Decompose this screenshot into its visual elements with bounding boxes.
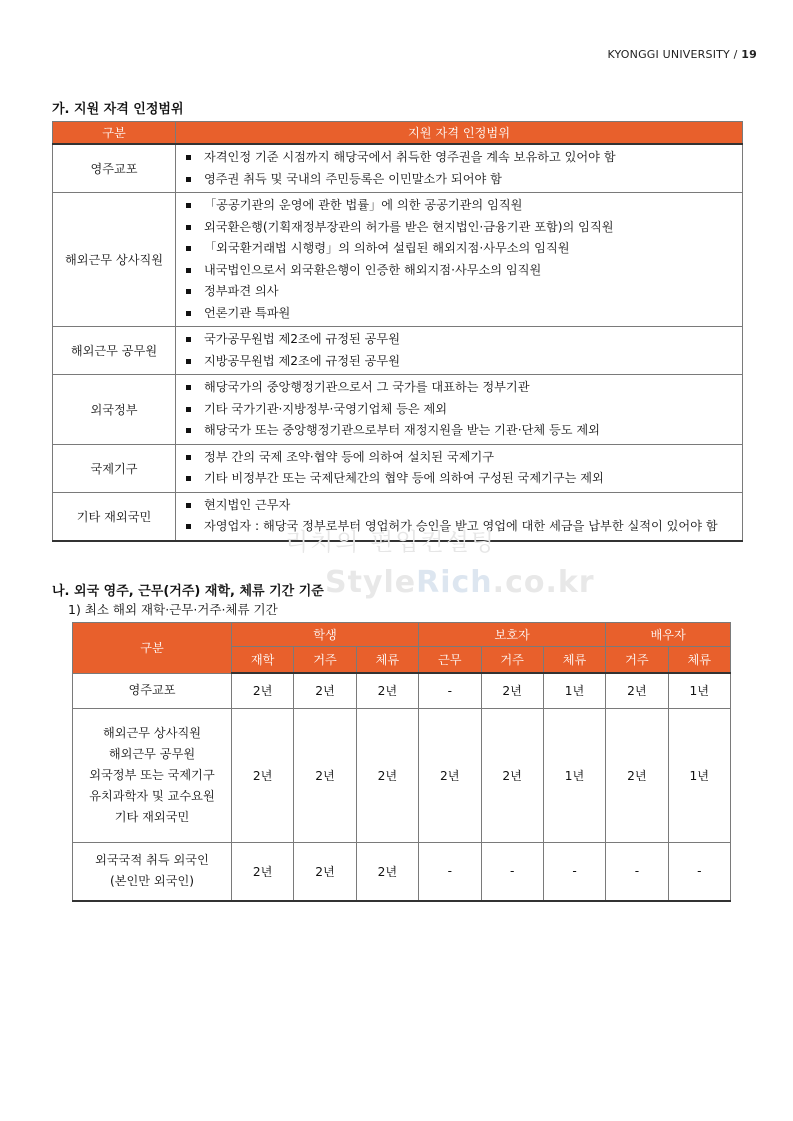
list-item: 외국환은행(기획재정부장관의 허가를 받은 현지법인·금융기관 포함)의 임직원 <box>182 217 736 239</box>
table-row <box>53 144 743 193</box>
col-header-scope: 지원 자격 인정범위 <box>176 122 743 145</box>
cell-value: 2년 <box>294 842 356 901</box>
row-category: 기타 재외국민 <box>53 492 176 541</box>
sub-header: 거주 <box>606 647 668 674</box>
cell-value: 2년 <box>356 842 418 901</box>
group-header-guardian: 보호자 <box>419 623 606 647</box>
cell-value: 2년 <box>232 708 294 842</box>
list-item: 지방공무원법 제2조에 규정된 공무원 <box>182 351 736 373</box>
list-item: 「외국환거래법 시행령」의 의하여 설립된 해외지점·사무소의 임직원 <box>182 238 736 260</box>
row-label: 해외근무 상사직원 해외근무 공무원 외국정부 또는 국제기구 유치과학자 및 교수요원 기타 재외국민 <box>73 708 232 842</box>
list-item: 정부 간의 국제 조약·협약 등에 의하여 설치된 국제기구 <box>182 447 736 469</box>
cell-value: 1년 <box>668 673 730 708</box>
table-row <box>53 327 743 375</box>
list-item: 기타 비정부간 또는 국제단체간의 협약 등에 의하여 구성된 국제기구는 제외 <box>182 468 736 490</box>
list-item: 정부파견 의사 <box>182 281 736 303</box>
page-header <box>607 48 757 61</box>
list-item: 현지법인 근무자 <box>182 495 736 517</box>
list-item: 해당국가의 중앙행정기관으로서 그 국가를 대표하는 정부기관 <box>182 377 736 399</box>
cell-value: 2년 <box>294 673 356 708</box>
period-table <box>72 622 731 902</box>
cell-value: 1년 <box>668 708 730 842</box>
sub-header: 체류 <box>668 647 730 674</box>
table-row <box>73 708 731 842</box>
university-name: KYONGGI UNIVERSITY / <box>607 48 738 61</box>
cell-value: 2년 <box>481 708 543 842</box>
list-item: 영주권 취득 및 국내의 주민등록은 이민말소가 되어야 함 <box>182 169 736 191</box>
list-item: 기타 국가기관·지방정부·국영기업체 등은 제외 <box>182 399 736 421</box>
list-item: 해당국가 또는 중앙행정기관으로부터 재정지원을 받는 기관·단체 등도 제외 <box>182 420 736 442</box>
table-row <box>73 673 731 708</box>
eligibility-table <box>52 121 743 542</box>
list-item: 자영업자 : 해당국 정부로부터 영업허가 승인을 받고 영업에 대한 세금을 납부한 실적이 있어야 함 <box>182 516 736 538</box>
cell-value: 2년 <box>294 708 356 842</box>
cell-value: 1년 <box>543 673 605 708</box>
sub-header: 체류 <box>356 647 418 674</box>
cell-value: 2년 <box>481 673 543 708</box>
row-category: 해외근무 공무원 <box>53 327 176 375</box>
row-label: 영주교포 <box>73 673 232 708</box>
cell-value: - <box>606 842 668 901</box>
cell-value: 2년 <box>232 842 294 901</box>
page-number: 19 <box>741 48 757 61</box>
list-item: 국가공무원법 제2조에 규정된 공무원 <box>182 329 736 351</box>
table-header-row <box>53 122 743 145</box>
table-row <box>73 842 731 901</box>
sub-header: 근무 <box>419 647 481 674</box>
cell-value: 2년 <box>419 708 481 842</box>
cell-value: 2년 <box>232 673 294 708</box>
group-header-row <box>73 623 731 647</box>
watermark-domain: .co.kr <box>492 565 595 600</box>
table-row <box>53 193 743 327</box>
section-na-title: 나. 외국 영주, 근무(거주) 재학, 체류 기간 기준 <box>52 584 324 599</box>
group-header-student: 학생 <box>232 623 419 647</box>
section-na-subtitle: 1) 최소 해외 재학·근무·거주·체류 기간 <box>68 602 278 617</box>
section-ga-title: 가. 지원 자격 인정범위 <box>52 102 184 117</box>
watermark-text-url <box>325 565 595 600</box>
list-item: 내국법인으로서 외국환은행이 인증한 해외지점·사무소의 임직원 <box>182 260 736 282</box>
sub-header: 재학 <box>232 647 294 674</box>
col-header-category: 구분 <box>53 122 176 145</box>
watermark-text-korean: 리치의 편입컨설팅 <box>285 528 497 556</box>
watermark-style: Style <box>325 565 417 600</box>
cell-value: - <box>419 673 481 708</box>
row-category: 해외근무 상사직원 <box>53 193 176 327</box>
cell-value: - <box>481 842 543 901</box>
sub-header: 거주 <box>481 647 543 674</box>
sub-header: 체류 <box>543 647 605 674</box>
list-item: 자격인정 기준 시점까지 해당국에서 취득한 영주권을 계속 보유하고 있어야 함 <box>182 147 736 169</box>
watermark-rich: Rich <box>416 565 493 600</box>
group-header-spouse: 배우자 <box>606 623 731 647</box>
cell-value: - <box>543 842 605 901</box>
row-category: 외국정부 <box>53 375 176 445</box>
cell-value: 2년 <box>606 673 668 708</box>
sub-header: 거주 <box>294 647 356 674</box>
table-row <box>53 444 743 492</box>
table-row <box>53 375 743 445</box>
cell-value: - <box>668 842 730 901</box>
cell-value: - <box>419 842 481 901</box>
row-category: 국제기구 <box>53 444 176 492</box>
cell-value: 1년 <box>543 708 605 842</box>
corner-header: 구분 <box>73 623 232 674</box>
list-item: 「공공기관의 운영에 관한 법률」에 의한 공공기관의 임직원 <box>182 195 736 217</box>
row-label: 외국국적 취득 외국인 (본인만 외국인) <box>73 842 232 901</box>
cell-value: 2년 <box>356 708 418 842</box>
cell-value: 2년 <box>356 673 418 708</box>
row-category: 영주교포 <box>53 144 176 193</box>
list-item: 언론기관 특파원 <box>182 303 736 325</box>
cell-value: 2년 <box>606 708 668 842</box>
